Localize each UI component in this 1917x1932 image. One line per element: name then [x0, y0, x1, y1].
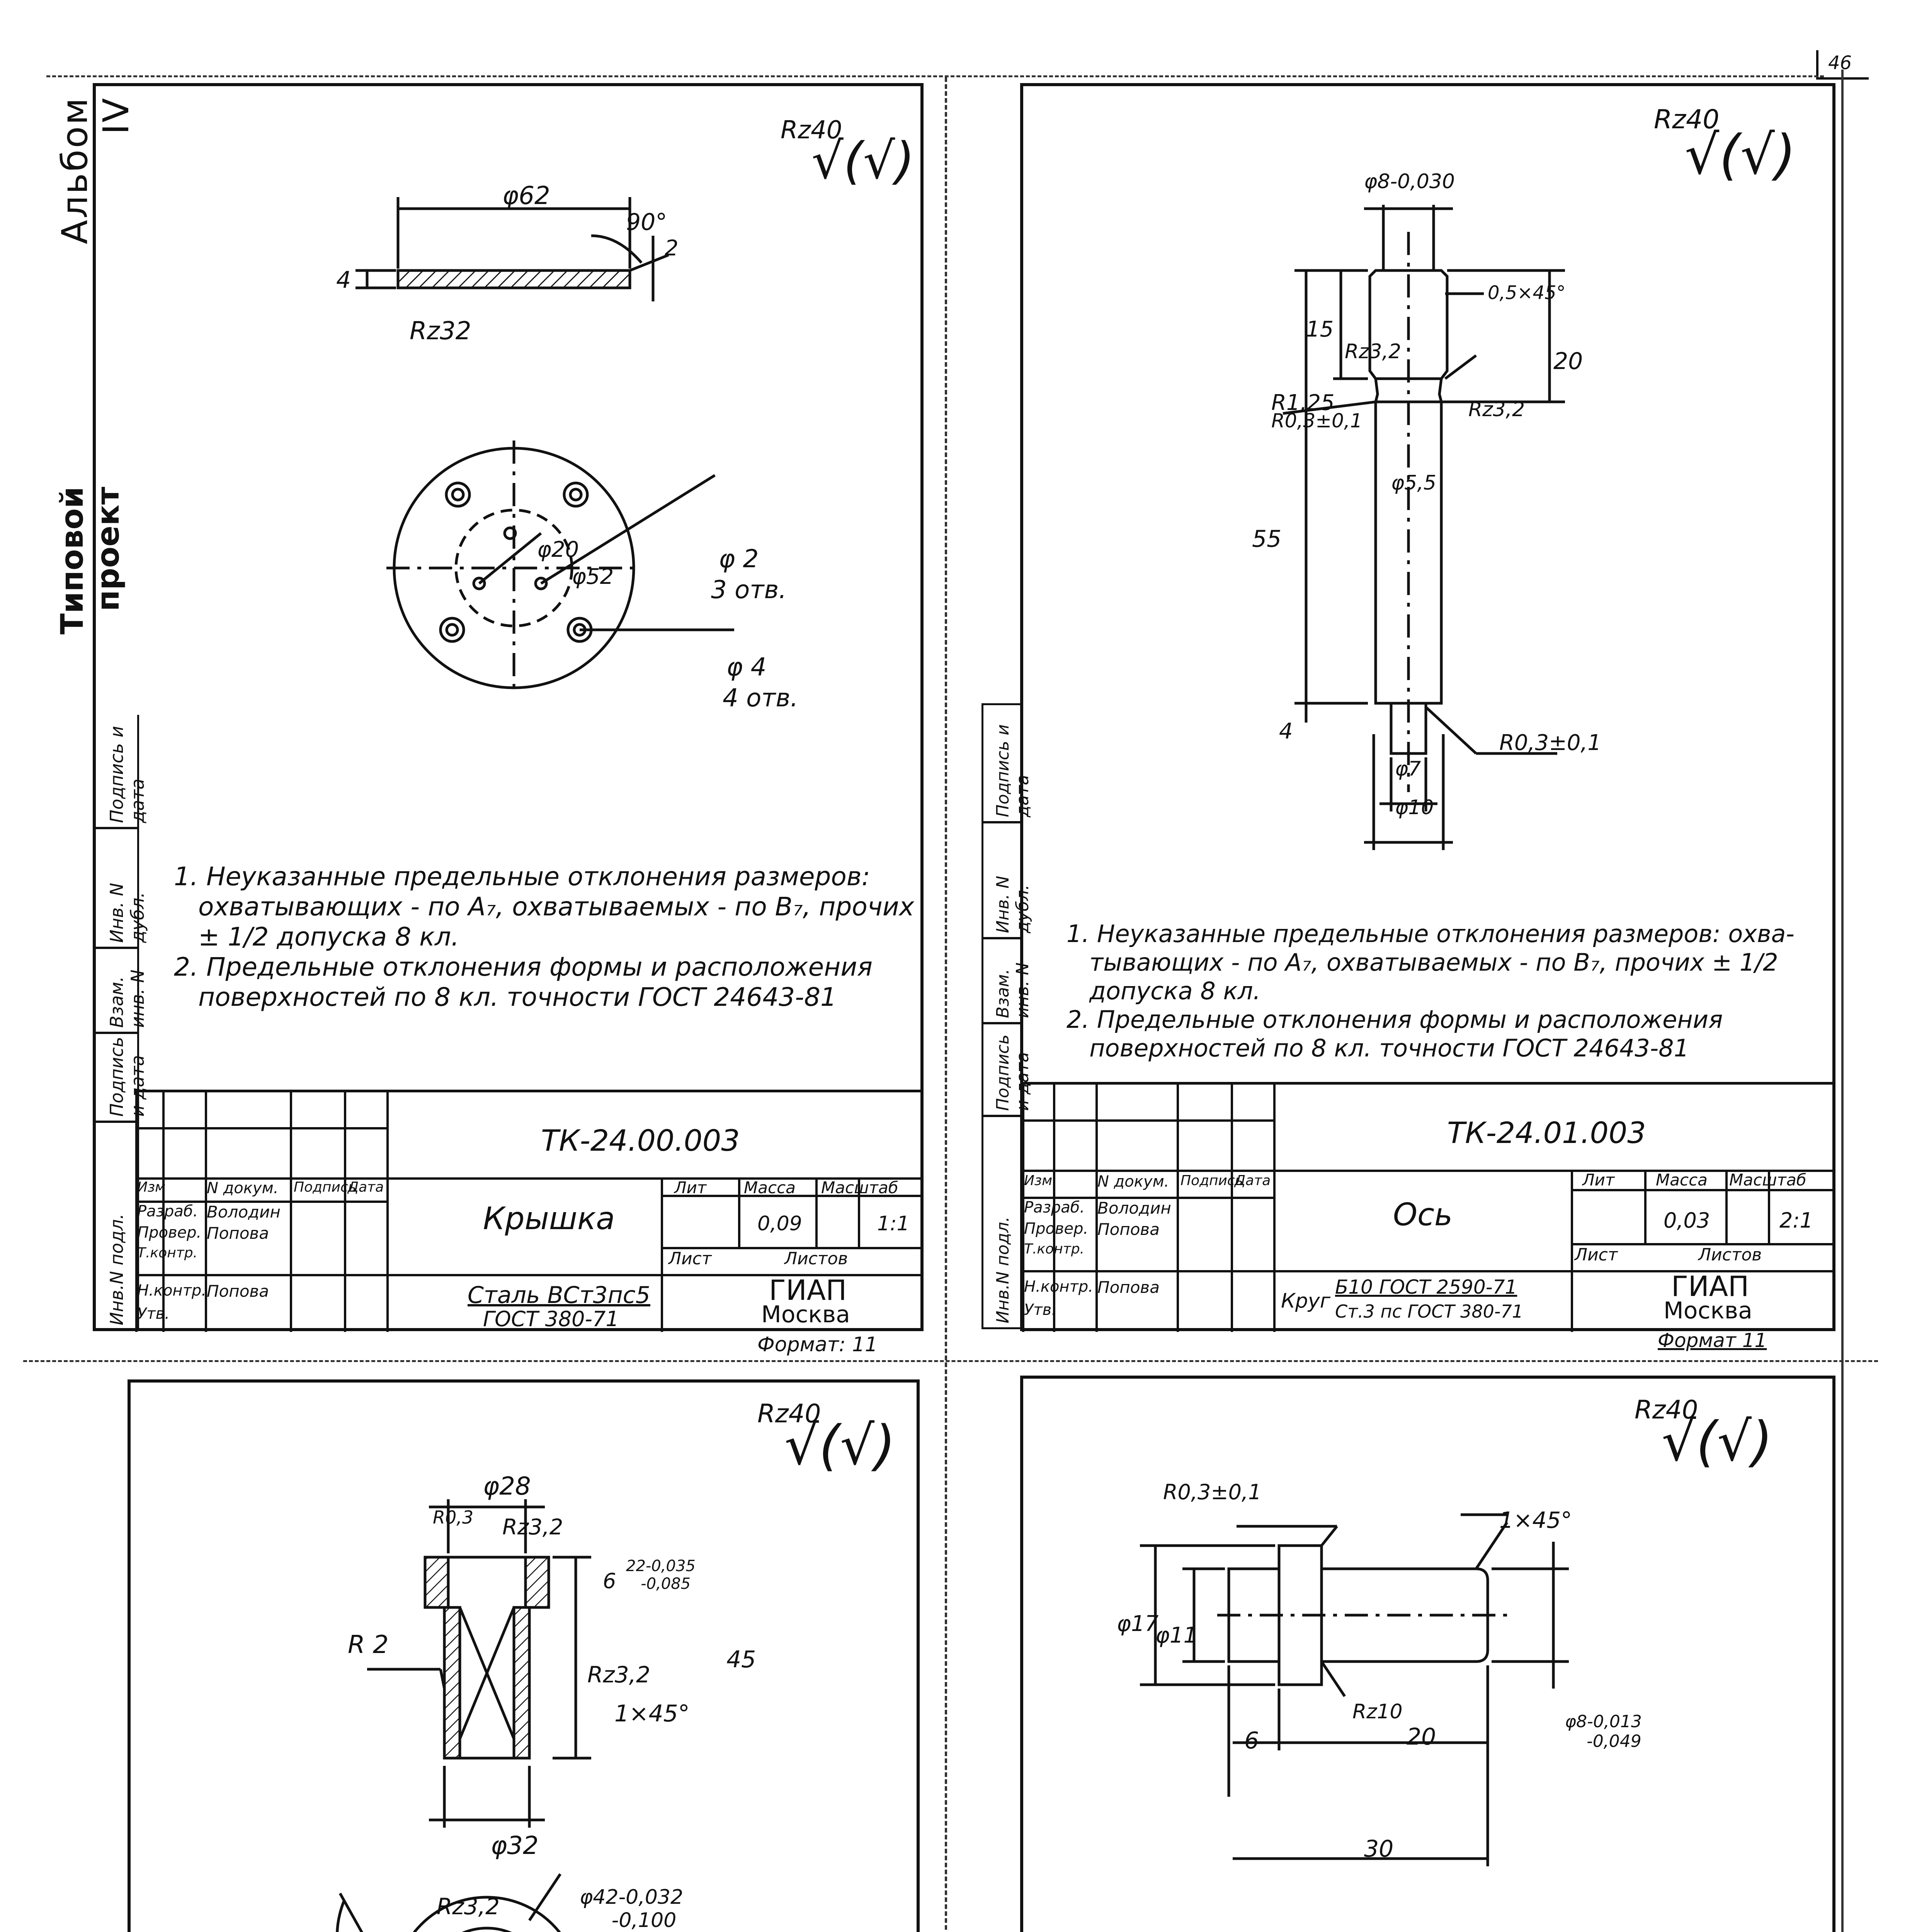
tb1-ndokum: N докум. — [207, 1179, 279, 1197]
dim3-d42: φ42-0,032 -0,100 — [580, 1886, 684, 1932]
tb2-massa: Масса — [1656, 1170, 1708, 1189]
dim4-r03: R0,3±0,1 — [1163, 1480, 1262, 1504]
tb2-podpis: Подпись — [1180, 1173, 1243, 1189]
stamp2-inv-podl: Инв.N подл. — [993, 1216, 1013, 1323]
tb2-izm: Изм — [1024, 1173, 1053, 1189]
dim2-l55: 55 — [1252, 526, 1282, 553]
tb2-org: ГИАП — [1671, 1270, 1749, 1303]
dim4-d8: φ8-0,013 -0,049 — [1565, 1712, 1642, 1751]
stamp2-podpis-data-2: Подпись и дата — [993, 1034, 1032, 1111]
tb1-org: ГИАП — [769, 1274, 847, 1306]
tb2-scale: 2:1 — [1779, 1208, 1813, 1233]
dim2-rz32b: Rz3,2 — [1468, 398, 1525, 421]
dim-rz32: Rz32 — [410, 317, 471, 345]
dim4-rz10: Rz10 — [1352, 1700, 1403, 1723]
tb1-list: Лист — [668, 1249, 712, 1269]
notes-os: 1. Неуказанные предельные отклонения размеров: охва- тывающих - по A₇, охватываемых - по B₇, прочих ± 1/2 допуска 8 кл. 2. Предельные отклонения формы и расположения поверхностей по 8 кл. точности ГОСТ 24643-81 — [1067, 920, 1795, 1062]
notes-kryshka: 1. Неуказанные предельные отклонения размеров: охватывающих - по A₇, охватываемых - по B₇, прочих ± 1/2 допуска 8 кл. 2. Предельные отклонения формы и расположения поверхностей по 8 кл. точности ГОСТ 24643-81 — [174, 862, 914, 1012]
tb1-material: Сталь ВСт3пс5 — [468, 1282, 650, 1309]
dim2-d8: φ8-0,030 — [1364, 170, 1455, 193]
tb1-data: Дата — [348, 1179, 384, 1195]
tb1-prover: Провер. — [137, 1224, 202, 1242]
tb2-utv: Утв. — [1024, 1301, 1056, 1319]
dim2-rz32a: Rz3,2 — [1345, 340, 1402, 363]
dim2-l4: 4 — [1279, 719, 1293, 744]
tb2-nkontr: Н.контр. — [1024, 1278, 1093, 1296]
tb1-city: Москва — [761, 1301, 850, 1328]
tb2-city: Москва — [1664, 1297, 1752, 1324]
dim4-l30: 30 — [1364, 1835, 1394, 1862]
right-border-line — [1841, 70, 1844, 1932]
tb1-izm: Изм — [137, 1179, 166, 1195]
dim-thk: 4 — [336, 267, 351, 294]
drawing-os — [1237, 155, 1700, 850]
dim3-tol: 22-0,035 -0,085 — [626, 1557, 696, 1593]
tb1-tkontr: Т.контр. — [137, 1245, 198, 1261]
tb2-designation: ТК-24.01.003 — [1447, 1116, 1646, 1150]
tb1-utv: Утв. — [137, 1305, 170, 1323]
dim4-l20: 20 — [1407, 1723, 1436, 1750]
dim-d4: φ 4 — [726, 653, 767, 682]
album-label-wrap — [50, 97, 137, 290]
dim2-l20: 20 — [1553, 348, 1583, 375]
tb2-author1: Володин — [1097, 1199, 1171, 1218]
tb1-mass: 0,09 — [757, 1212, 802, 1235]
tb1-masshtab: Масштаб — [821, 1178, 898, 1197]
roughness3-label: Rz40 — [757, 1399, 821, 1429]
format-1: Формат: 11 — [757, 1333, 878, 1356]
tb2-name: Ось — [1393, 1197, 1453, 1233]
tb1-podpis: Подпись — [294, 1179, 356, 1195]
dim2-r03: R0,3±0,1 — [1271, 410, 1362, 432]
tb2-material-std: Ст.3 пс ГОСТ 380-71 — [1335, 1301, 1524, 1322]
dim3-l45: 45 — [726, 1646, 756, 1673]
dim-d20: φ20 — [537, 537, 579, 562]
stamp2-podpis-data: Подпись и дата — [993, 724, 1032, 817]
dim-two: 2 — [665, 236, 679, 261]
album-label: Альбом IV — [54, 97, 137, 245]
dim4-d17: φ17 — [1117, 1611, 1159, 1636]
dim2-d7: φ7 — [1395, 757, 1421, 781]
tb2-tkontr: Т.контр. — [1024, 1241, 1085, 1257]
tb1-designation: ТК-24.00.003 — [541, 1123, 740, 1158]
tb2-lit: Лит — [1582, 1170, 1615, 1189]
stamp2-inv-dubl: Инв. N дубл. — [993, 876, 1032, 933]
tb1-author3: Попова — [207, 1282, 269, 1301]
top-dash-line — [46, 75, 1824, 77]
dim-angle: 90° — [626, 209, 667, 236]
tb1-scale: 1:1 — [877, 1212, 910, 1235]
dim-d2n: 3 отв. — [711, 576, 787, 604]
dim-d52: φ52 — [572, 564, 614, 589]
dim3-r03: R0,3 — [433, 1507, 474, 1528]
tb1-razrab: Разраб. — [137, 1202, 198, 1220]
tb2-ndokum: N докум. — [1097, 1173, 1169, 1190]
format-2: Формат 11 — [1658, 1329, 1767, 1352]
side-stamp-strip-2 — [981, 703, 1032, 1329]
dim3-rz32b: Rz3,2 — [587, 1662, 650, 1688]
roughness2-symbol: √(√) — [1685, 124, 1796, 187]
tb1-author1: Володин — [207, 1202, 281, 1221]
roughness4-label: Rz40 — [1635, 1395, 1698, 1425]
dim2-ch: 0,5×45° — [1488, 282, 1566, 304]
tb1-name: Крышка — [483, 1201, 615, 1236]
dim2-r125: R1,25 — [1271, 390, 1335, 415]
middle-dash-line — [23, 1360, 1878, 1362]
dim-d2: φ 2 — [719, 545, 759, 573]
stamp-inv-dubl: Инв. N дубл. — [106, 883, 148, 943]
stamp-inv-podl: Инв.N подл. — [106, 1213, 127, 1325]
center-vertical-line — [945, 77, 947, 1932]
dim3-d28: φ28 — [483, 1472, 531, 1501]
tb2-razrab: Разраб. — [1024, 1199, 1085, 1216]
dim4-l6: 6 — [1244, 1727, 1259, 1754]
tb2-material-prefix: Круг — [1281, 1289, 1331, 1313]
dim-d4n: 4 отв. — [723, 684, 798, 713]
project-label-wrap — [50, 487, 126, 757]
roughness-label: Rz40 — [781, 116, 842, 145]
tb2-mass: 0,03 — [1664, 1208, 1710, 1233]
tb1-nkontr: Н.контр. — [137, 1282, 206, 1299]
drawing-vtulka — [328, 1488, 889, 1932]
stamp-vzam-inv: Взам. инв. N — [106, 969, 148, 1028]
roughness2-label: Rz40 — [1654, 104, 1720, 135]
stamp2-vzam-inv: Взам. инв. N — [993, 962, 1032, 1018]
page-number: 46 — [1828, 52, 1852, 74]
tb2-prover: Провер. — [1024, 1220, 1089, 1238]
dim2-d55: φ5,5 — [1391, 471, 1436, 495]
tb1-listov: Листов — [784, 1249, 848, 1269]
roughness-symbol: √(√) — [811, 131, 915, 190]
project-label: Типовой проект — [54, 487, 126, 635]
dim3-rz32a: Rz3,2 — [502, 1515, 563, 1540]
tb2-author2: Попова — [1097, 1220, 1160, 1239]
titleblock-1 — [135, 1090, 924, 1329]
tb2-material: Б10 ГОСТ 2590-71 — [1335, 1276, 1517, 1298]
tb2-list: Лист — [1575, 1245, 1618, 1265]
tb1-massa: Масса — [744, 1178, 796, 1197]
tb2-listov: Листов — [1698, 1245, 1762, 1265]
dim3-ch: 1×45° — [614, 1700, 690, 1727]
dim4-ch: 1×45° — [1499, 1507, 1572, 1533]
dim-d62: φ62 — [502, 182, 550, 210]
tb1-material-std: ГОСТ 380-71 — [483, 1307, 619, 1331]
tb2-data: Дата — [1235, 1173, 1271, 1189]
roughness3-symbol: √(√) — [784, 1414, 896, 1477]
dim2-l15: 15 — [1306, 317, 1334, 342]
side-stamp-strip-1 — [95, 715, 148, 1329]
stamp-podpis-data-2: Подпись и дата — [106, 1037, 148, 1117]
tb2-masshtab: Масштаб — [1729, 1170, 1806, 1189]
tb2-author3: Попова — [1097, 1278, 1160, 1297]
titleblock-2 — [1022, 1082, 1835, 1329]
dim3-d32: φ32 — [491, 1832, 539, 1860]
dim4-d11: φ11 — [1155, 1623, 1197, 1648]
dim3-l6: 6 — [603, 1569, 616, 1593]
dim3-rz32c: Rz3,2 — [437, 1893, 500, 1920]
tb1-lit: Лит — [674, 1178, 707, 1197]
tb1-author2: Попова — [207, 1224, 269, 1243]
dim2-d10: φ10 — [1395, 796, 1434, 819]
dim2-r03b: R0,3±0,1 — [1499, 730, 1601, 755]
dim3-r2: R 2 — [348, 1631, 389, 1659]
stamp-podpis-data: Подпись и дата — [106, 726, 148, 823]
roughness4-symbol: √(√) — [1662, 1410, 1773, 1473]
